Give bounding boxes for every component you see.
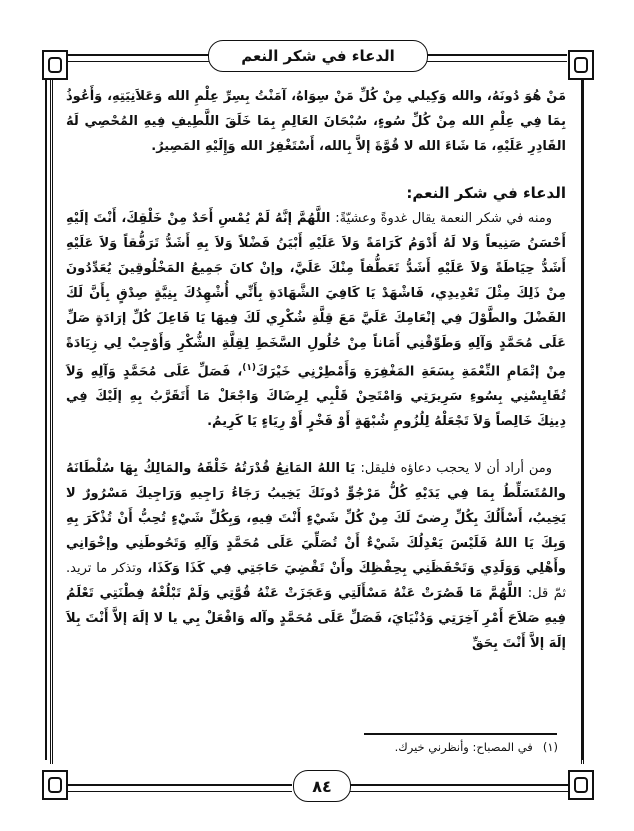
supplication-text: اللَّهُمَّ إنَّهُ لَمْ يُمْسِ أَحَدٌ مِنْ خَلْقِكَ، أَنْتَ إلَيْهِ أَحْسَنُ صَنِيعاً وَلا لَهُ أَدْوَمُ كَرَامَةً وَلاَ عَلَيْهِ أَبْيَنُ فَضْلاً وَلاَ بِهِ أَشَدُّ تَرَفُّقاً وَلاَ عَلَيْهِ أَشَدُّ حِيَاطَةً وَلاَ عَلَيْهِ أَشَدُّ تَعَطُّفاً مِنْكَ عَلَيَّ، وإنْ كانَ جَمِيعُ المَخْلُوقِينَ يُعَدِّدُونَ مِنْ ذَلِكَ مِثْلَ تَعْدِيدِي، فَاشْهَدْ يَا كَافِيَ الشَّهَادَةِ بِأَنِّي أُشْهِدُكَ بِنِيَّةٍ صِدْقٍ بِأَنَّ لَكَ الفَضْلَ والطَّوْلَ فِي إنْعَامِكَ عَلَيَّ مَعَ قِلَّةِ شُكْرِي لَكَ فِيهَا يَا فَاعِلَ كُلِّ إرَادَةٍ صَلِّ عَلَى مُحَمَّدٍ وَآلِهِ وَطَوِّقْنِي أَمَاناً مِنْ حُلُولِ السَّخَطِ لِقِلَّةِ الشُّكْرِ وَأَوْجِبْ لِي زِيَادَةً مِنْ إتْمَامِ النِّعْمَةِ بِسَعَةِ المَغْفِرَةِ وَأَمْطِرْنِي خَيْرَكَ [66, 211, 566, 380]
frame-rule-bottom-right [350, 784, 568, 792]
instruction-text: وتذكر ما تريد. ثمّ قل: [66, 561, 566, 602]
frame-rule-left [45, 60, 47, 760]
page-number: ٨٤ [312, 776, 332, 796]
footnote [300, 740, 558, 754]
frame-rule-top-right [425, 54, 567, 62]
paragraph-intro: ومن أراد أن لا يحجب دعاؤه فليقل: [360, 461, 552, 477]
header-title: الدعاء في شكر النعم [241, 47, 395, 65]
section-paragraph-2 [66, 456, 566, 656]
section-heading: الدعاء في شكر النعم: [406, 184, 566, 202]
section-paragraph-1 [66, 206, 566, 434]
paragraph-intro: ومنه في شكر النعمة يقال غدوةً وعشيّةً: [335, 211, 552, 226]
frame-rule-right [581, 60, 584, 760]
paragraph-gap [66, 159, 566, 181]
frame-rule-bottom-left [62, 784, 292, 792]
opening-paragraph: مَنْ هُوَ دُونَهُ، والله وَكِيلي مِنْ كُلِّ مَنْ سِوَاهُ، آمَنْتُ بِسِرِّ عِلْمِ الله وَعَلاَنِيَتِهِ، وَأَعُوذُ بِمَا فِي عِلْمِ الله مِنْ كُلِّ سُوءٍ، سُبْحَانَ العَالِمِ بِمَا خَلَقَ اللَّطِيفِ فِيهِ المُحْصِي لَهُ القَادِرِ عَلَيْهِ، مَا شَاءَ الله لا قُوَّةَ إلاَّ بِالله، أَسْتَغْفِرُ الله وَإِلَيْهِ المَصِيرُ. [66, 89, 566, 154]
supplication-text: اللَّهُمَّ مَا قَصُرَتْ عَنْهُ مَسْأَلَتِي وَعَجَزَتْ عَنْهُ قُوَّتِي وَلَمْ تَبْلُغْهُ فِطْنَتِي تَعْلَمُ فِيهِ صَلاَحَ أَمْرِ آخِرَتِي وَدُنْيَايَ، فَصَلِّ عَلَى مُحَمَّدٍ وآله وَافْعَلْ بِي يا لا إلَهَ إلاَّ أَنْتَ بِلاَ إلَهَ إلاَّ أَنْتَ بِحَقِّ [66, 586, 566, 652]
page-body [66, 84, 566, 656]
frame-rule-top-left [62, 54, 210, 62]
running-header [208, 40, 428, 72]
ornament-corner-icon [568, 770, 594, 800]
supplication-text: يَا اللهُ المَانِعُ قُدْرَتُهُ خَلْقَهُ والمَالِكُ بِهَا سُلْطَانَهُ والمُتَسَلِّطُ بِمَا فِي يَدَيْهِ كُلُّ مَرْجُوٍّ دُونَكَ يَخِيبُ رَجَاءُ رَاجِيهِ وَرَاجِيكَ مَسْرُورٌ لا يَخِيبُ، أَسْأَلُكَ بِكُلِّ رِضىً لَكَ مِنْ كُلِّ شَيْءٍ أَنْتَ فِيهِ، وَبِكُلِّ شَيْءٍ تُحِبُّ أَنْ تُذْكَرَ بِهِ وَبِكَ يَا اللهُ فَلَيْسَ يَعْدِلُكَ شَيْءٌ أَنْ تُصَلِّيَ عَلَى مُحَمَّدٍ وَآلِهِ وَتَحُوطَنِي وإخْوَانِي وأَهْلِي وَوَلَدِي وَتَحْفَظَنِي بِحِفْظِكَ وأَنْ تَقْضِيَ حَاجَتِي فِي كَذَا وَكَذَا، [66, 461, 566, 577]
ornament-corner-icon [568, 50, 594, 80]
ornament-corner-icon [42, 770, 68, 800]
footnote-text: في المصباح: وأنظرني خيرك. [394, 740, 533, 754]
paragraph-gap [66, 434, 566, 456]
ornament-corner-icon [42, 50, 68, 80]
footnote-reference[interactable]: (١) [242, 363, 257, 373]
footnote-separator [364, 733, 557, 735]
page-number-badge [293, 770, 351, 802]
footnote-number: (١) [542, 740, 558, 754]
supplication-text: ، فَصَلِّ عَلَى مُحَمَّدٍ وَآلِهِ وَلاَ تُقَايِسْنِي بِسُوءِ سَرِيرَتِي وَامْتَحِنْ قَلْبِي لِرِضَاكَ وَاجْعَلْ مَا أَتَقَرَّبُ بِهِ إلَيْكَ فِي دِينِكَ خَالِصاً وَلاَ تَجْعَلْهُ لِلُزُومِ شُبْهَةٍ أَوْ فَخْرٍ أَوْ رِيَاءٍ يَا كَرِيمُ. [66, 364, 566, 430]
